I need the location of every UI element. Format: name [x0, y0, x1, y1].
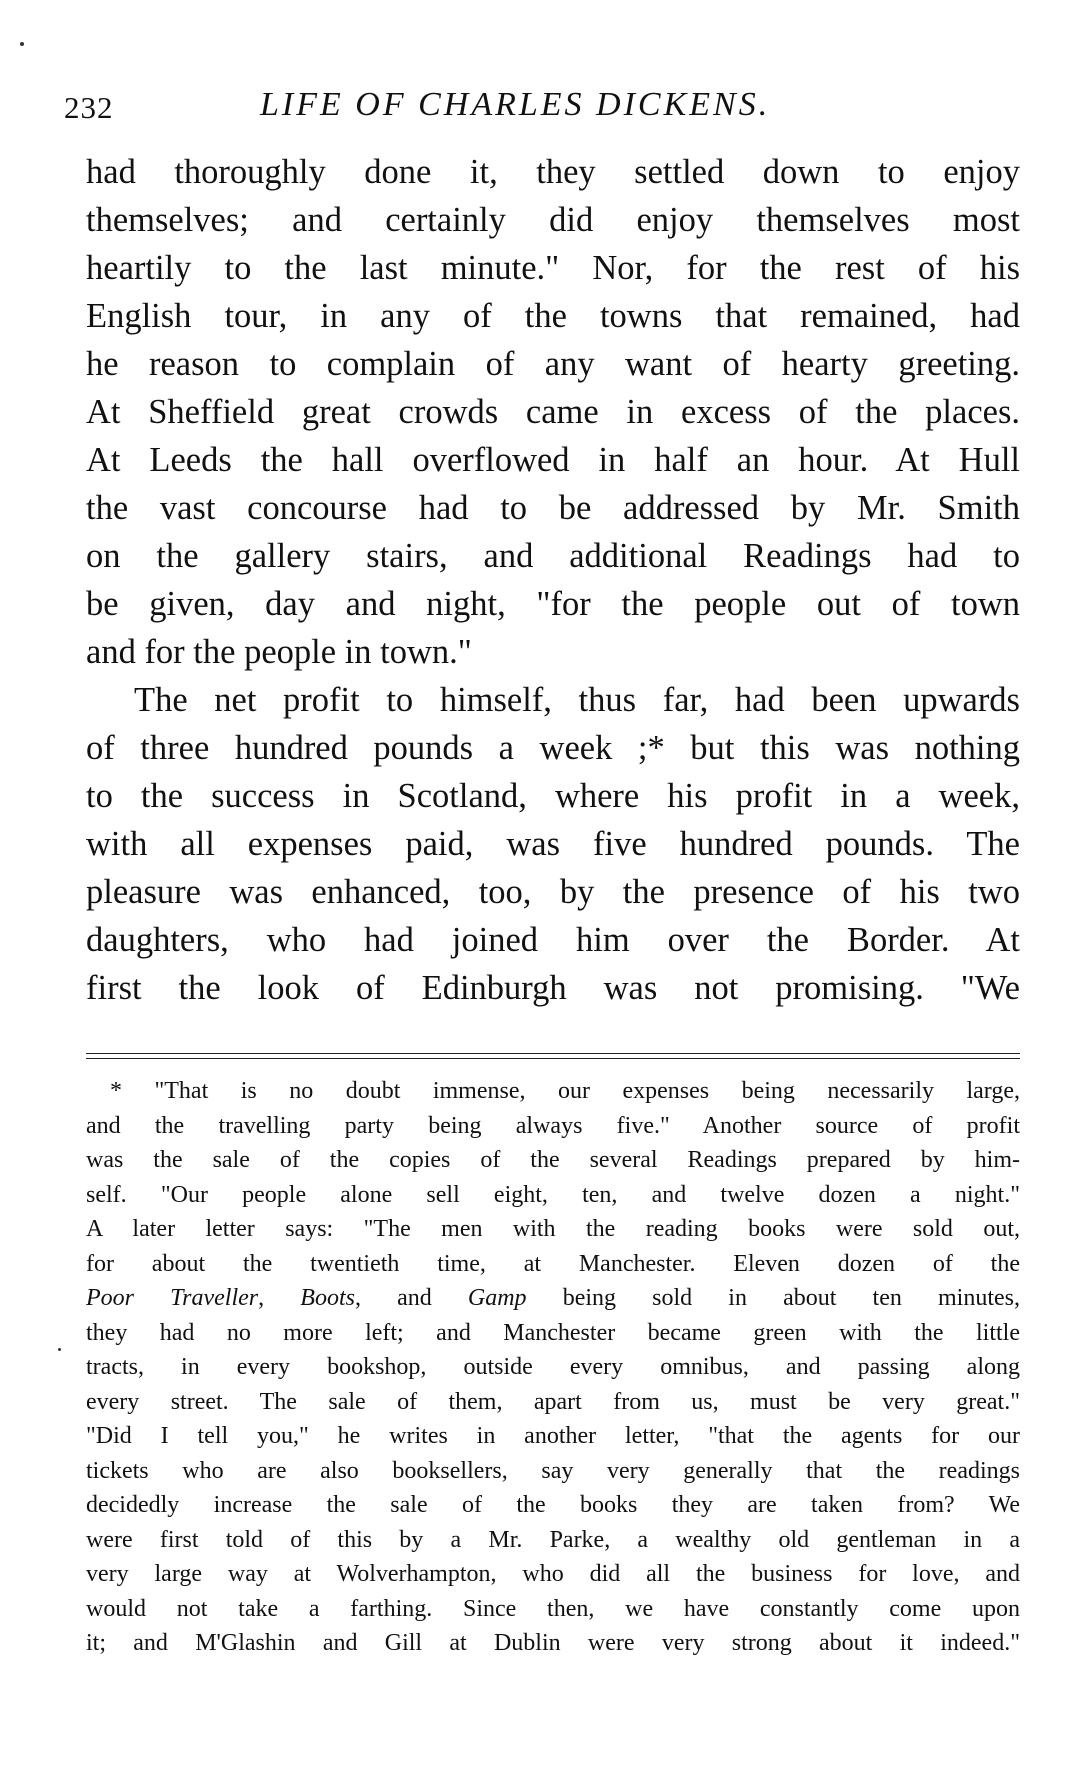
book-title: Poor Traveller	[86, 1285, 259, 1311]
footnote	[86, 1074, 1020, 1661]
footnote-line: tickets who are also booksellers, say very generally that the readings	[86, 1457, 1020, 1484]
footnote-line: decidedly increase the sale of the books they are taken from? We	[86, 1492, 1020, 1518]
text-line: with all expenses paid, was five hundred pounds. The	[86, 825, 1020, 863]
footnote-rule	[86, 1053, 1020, 1054]
text-line: the vast concourse had to be addressed by Mr. Smith	[86, 489, 1020, 527]
text-line: he reason to complain of any want of hearty greeting.	[86, 345, 1020, 383]
text-line: themselves; and certainly did enjoy themselves most	[86, 201, 1020, 239]
text-line: to the success in Scotland, where his profit in a week,	[86, 777, 1020, 815]
footnote-line: "Did I tell you," he writes in another letter, "that the agents for our	[86, 1423, 1020, 1449]
text-line: English tour, in any of the towns that remained, had	[86, 297, 1020, 335]
text-line: first the look of Edinburgh was not promising. "We	[86, 969, 1020, 1007]
stray-mark	[20, 42, 24, 46]
text-line: be given, day and night, "for the people out of town	[86, 585, 1020, 623]
text-line: At Leeds the hall overflowed in half an hour. At Hull	[86, 441, 1020, 479]
footnote-line-italic-titles: Poor Traveller, Boots, and Gamp being sold in about ten minutes,	[86, 1285, 1020, 1311]
footnote-line: would not take a farthing. Since then, we have constantly come upon	[86, 1595, 1020, 1622]
footnote-line: for about the twentieth time, at Manchester. Eleven dozen of the	[86, 1250, 1020, 1277]
main-text	[86, 148, 1020, 1012]
text-line: daughters, who had joined him over the Border. At	[86, 921, 1020, 959]
footnote-line: * "That is no doubt immense, our expenses being necessarily large,	[110, 1078, 1020, 1104]
text-line: of three hundred pounds a week ;* but this was nothing	[86, 729, 1020, 767]
footnote-line: was the sale of the copies of the several Readings prepared by him-	[86, 1147, 1020, 1173]
page-header	[64, 78, 1018, 128]
text-line: heartily to the last minute." Nor, for the rest of his	[86, 249, 1020, 287]
text-line: and for the people in town."	[86, 633, 472, 671]
stray-mark	[58, 1348, 61, 1351]
running-title: LIFE OF CHARLES DICKENS.	[260, 86, 771, 123]
footnote-line: and the travelling party being always five." Another source of profit	[86, 1112, 1020, 1139]
footnote-rule-thin	[86, 1058, 1020, 1059]
text-line: At Sheffield great crowds came in excess of the places.	[86, 393, 1020, 431]
footnote-line: very large way at Wolverhampton, who did all the business for love, and	[86, 1561, 1020, 1587]
page-number: 232	[64, 90, 114, 125]
footnote-line: A later letter says: "The men with the reading books were sold out,	[86, 1216, 1020, 1242]
text-line: on the gallery stairs, and additional Readings had to	[86, 537, 1020, 575]
footnote-line: every street. The sale of them, apart from us, must be very great."	[86, 1388, 1020, 1415]
footnote-line: were first told of this by a Mr. Parke, a wealthy old gentleman in a	[86, 1526, 1020, 1553]
footnote-line: tracts, in every bookshop, outside every omnibus, and passing along	[86, 1354, 1020, 1380]
text-line: had thoroughly done it, they settled down to enjoy	[86, 153, 1020, 191]
book-title: Boots	[300, 1285, 355, 1311]
text-line: The net profit to himself, thus far, had been upwards	[134, 681, 1020, 719]
footnote-line: self. "Our people alone sell eight, ten, and twelve dozen a night."	[86, 1181, 1020, 1208]
footnote-line: they had no more left; and Manchester became green with the little	[86, 1319, 1020, 1346]
footnote-line: it; and M'Glashin and Gill at Dublin were very strong about it indeed."	[86, 1630, 1020, 1656]
text-line: pleasure was enhanced, too, by the presence of his two	[86, 873, 1020, 911]
book-title: Gamp	[467, 1285, 527, 1311]
